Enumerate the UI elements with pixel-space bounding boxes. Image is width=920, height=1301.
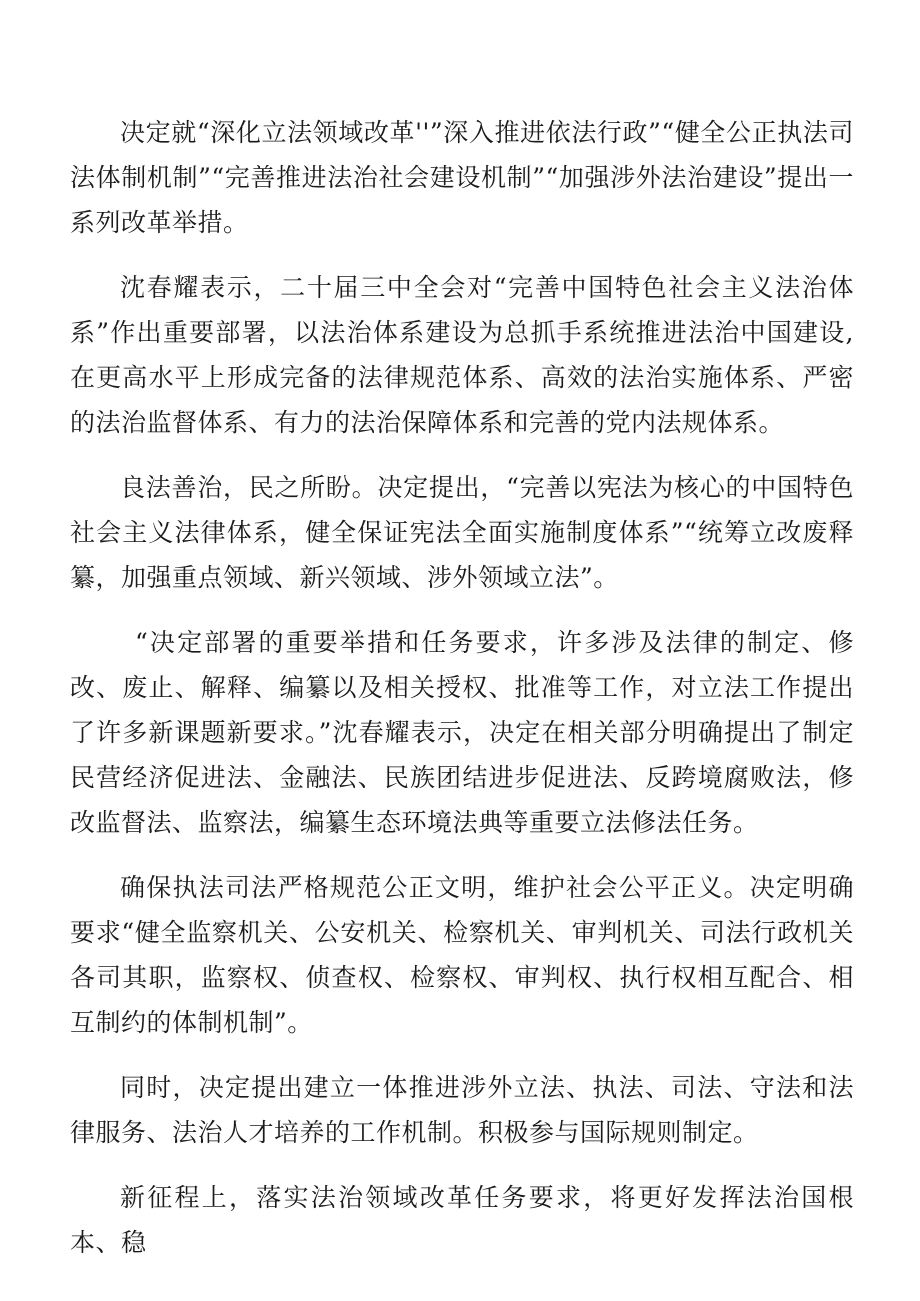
paragraph-new-journey: 新征程上，落实法治领域改革任务要求，将更好发挥法治国根本、稳 bbox=[70, 1183, 854, 1257]
paragraph-reform-measures: 决定就“深化立法领域改革''”深入推进依法行政”“健全公正执法司法体制机制”“完善推进法治社会建设机制”“加强涉外法治建设”提出一系列改革举措。 bbox=[70, 118, 854, 237]
paragraph-legal-system: 良法善治，民之所盼。决定提出，“完善以宪法为核心的中国特色社会主义法律体系，健全保证宪法全面实施制度体系”“统筹立改废释纂，加强重点领域、新兴领域、涉外领域立法”。 bbox=[70, 473, 854, 592]
paragraph-judicial-justice: 确保执法司法严格规范公正文明，维护社会公平正义。决定明确要求“健全监察机关、公安机关、检察机关、审判机关、司法行政机关各司其职，监察权、侦查权、检察权、审判权、执行权相互配合、相互制约的体制机制”。 bbox=[70, 873, 854, 1037]
paragraph-rule-of-law-system: 沈春耀表示，二十届三中全会对“完善中国特色社会主义法治体系”作出重要部署，以法治体系建设为总抓手系统推进法治中国建设,在更高水平上形成完备的法律规范体系、高效的法治实施体系、严密的法治监督体系、有力的法治保障体系和完善的党内法规体系。 bbox=[70, 273, 854, 437]
paragraph-foreign-related-law: 同时，决定提出建立一体推进涉外立法、执法、司法、守法和法律服务、法治人才培养的工作机制。积极参与国际规则制定。 bbox=[70, 1073, 854, 1147]
document-body bbox=[70, 110, 854, 1285]
paragraph-legislative-tasks: “决定部署的重要举措和任务要求，许多涉及法律的制定、修改、废止、解释、编纂以及相关授权、批准等工作，对立法工作提出了许多新课题新要求。”沈春耀表示，决定在相关部分明确提出了制定民营经济促进法、金融法、民族团结进步促进法、反跨境腐败法，修改监督法、监察法，编纂生态环境法典等重要立法修法任务。 bbox=[70, 628, 854, 837]
